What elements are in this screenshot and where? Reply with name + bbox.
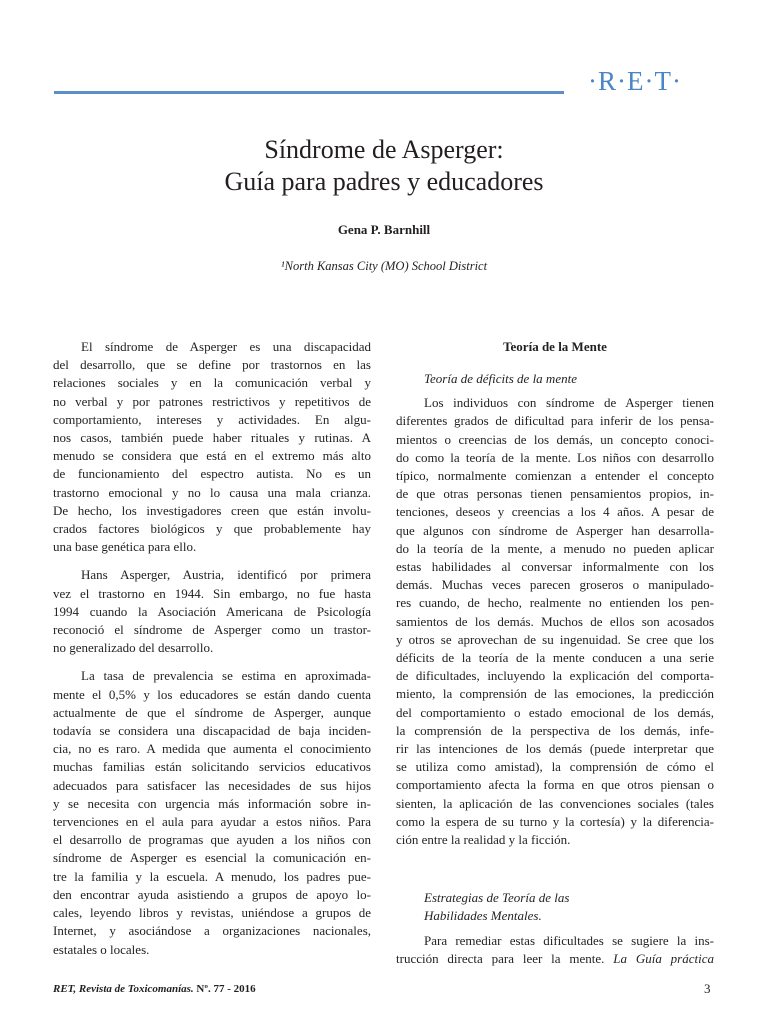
text-line: Hans Asperger, Austria, identificó por primera: [81, 567, 371, 583]
text-line: De hecho, los investigadores creen que están involu-: [53, 502, 371, 518]
text-line: actualmente de que el síndrome de Asperger, aunque: [53, 704, 371, 720]
text-line: mente el 0,5% y los educadores se están dando cuenta: [53, 686, 371, 702]
text-line: samientos de los demás. Muchos de ellos son acosados: [396, 613, 714, 629]
section-heading: Teoría de la Mente: [503, 339, 607, 354]
text-line: menudo se considera que está en el extremo más alto: [53, 448, 371, 464]
text-line: Para remediar estas dificultades se sugiere la ins-: [424, 932, 714, 948]
text-line: de funcionamiento del espectro autista. No es un: [53, 466, 371, 482]
subsection-heading-cont: [396, 907, 714, 925]
text-line: una base genética para ello.: [53, 539, 197, 555]
text-line: adecuados para satisfacer las necesidades de sus hijos: [53, 777, 371, 793]
text-line: reconoció el síndrome de Asperger como un trastor-: [53, 622, 371, 638]
text-line: estatales o locales.: [53, 941, 150, 957]
journal-name: RET, Revista de Toxicomanías.: [53, 983, 194, 995]
subheading-line: Habilidades Mentales.: [424, 908, 542, 924]
text-line: den encontrar ayuda asistiendo a grupos de apoyo lo-: [53, 886, 371, 902]
title-line-2: Guía para padres y educadores: [224, 167, 544, 196]
author-affiliation: ¹North Kansas City (MO) School District: [280, 259, 488, 273]
text-line: se utiliza como amistad), la comprensión de cómo el: [396, 759, 714, 775]
text-line: no generalizado del desarrollo.: [53, 640, 214, 656]
article-title: [0, 134, 768, 198]
text-line: do la teoría de la mente, a menudo no pueden aplicar: [396, 540, 714, 556]
text-run: trucción directa para leer la mente.: [396, 950, 614, 966]
footer-journal: [53, 983, 256, 995]
text-line: todavía se considera una discapacidad de baja inciden-: [53, 723, 371, 739]
paragraph: [53, 338, 371, 556]
paragraph: [53, 667, 371, 958]
text-line: síndrome de Asperger es esencial la comunicación en-: [53, 850, 371, 866]
text-line: la comprensión de la perspectiva de los demás, infe-: [396, 722, 714, 738]
subsection-heading: Teoría de déficits de la mente: [424, 371, 577, 386]
text-line: muchas familias están solicitando servicios educativos: [53, 759, 371, 775]
spacer: [396, 859, 714, 889]
text-line: el desarrollo de programas que ayuden a los niños con: [53, 832, 371, 848]
text-line: El síndrome de Asperger es una discapacidad: [81, 339, 371, 354]
text-line: y se necesita con urgencia más información sobre in-: [53, 795, 371, 811]
text-line: 1994 cuando la Asociación Americana de Psicología: [53, 603, 371, 619]
text-line: rir las intenciones de los demás (puede interpretar que: [396, 741, 714, 757]
text-line: no verbal y por patrones restrictivos y repetitivos de: [53, 393, 371, 409]
text-line: crados factores biológicos y que probablemente hay: [53, 521, 371, 537]
journal-logo: ·R·E·T·: [588, 66, 682, 96]
title-line-1: Síndrome de Asperger:: [264, 135, 504, 164]
text-line: do como la teoría de la mente. Los niños con desarrollo: [396, 449, 714, 465]
text-line: miento, la comprensión de las emociones, la predicción: [396, 686, 714, 702]
paragraph: [396, 932, 714, 968]
text-line: trastorno emocional y no lo causa una mala crianza.: [53, 484, 371, 500]
text-line: que algunos con síndrome de Asperger han desarrolla-: [396, 522, 714, 538]
page-number: 3: [704, 981, 711, 996]
paragraph: [396, 394, 714, 849]
text-line: comportamiento afecta la forma en que otros piensan o: [396, 777, 714, 793]
text-line: estas habilidades al conversar informalmente con los: [396, 559, 714, 575]
text-line: como la espera de su turno y la cortesía) y la diferencia-: [396, 813, 714, 829]
right-column: [396, 338, 714, 968]
text-line: Los individuos con síndrome de Asperger tienen: [424, 395, 714, 411]
text-line: diferentes grados de dificultad para inferir de los pensa-: [396, 413, 714, 429]
text-line: de que otras personas tienen pensamientos propios, in-: [396, 486, 714, 502]
text-line: tervenciones en el aula para ayudar a estos niños. Para: [53, 814, 371, 830]
text-line: típico, normalmente comienzan a entender el concepto: [396, 468, 714, 484]
text-line: déficits de la teoría de la mente conducen a una serie: [396, 650, 714, 666]
text-line: sienten, la aplicación de las convenciones sociales (tales: [396, 795, 714, 811]
subsection-heading: [396, 889, 714, 907]
text-line: y otros se aprovechan de su ingenuidad. Se cree que los: [396, 631, 714, 647]
journal-issue: Nº. 77 - 2016: [193, 983, 256, 995]
text-line: res cuando, de hecho, realmente no entienden los pen-: [396, 595, 714, 611]
text-line: nos casos, también puede haber rituales y rutinas. A: [53, 430, 371, 446]
text-line: comportamiento, intereses y actividades. En algu-: [53, 411, 371, 427]
paragraph: [53, 566, 371, 657]
text-line: tre la familia y la escuela. A menudo, los padres pue-: [53, 868, 371, 884]
text-line: cales, leyendo libros y revistas, uniéndose a grupos de: [53, 905, 371, 921]
text-line: relaciones sociales y en la comunicación verbal y: [53, 375, 371, 391]
text-line: de dificultades, incluyendo la explicación del comporta-: [396, 668, 714, 684]
italic-text-run: La Guía práctica: [613, 950, 715, 966]
text-line: del desarrollo, que se define por trastornos en las: [53, 357, 371, 373]
author-name: Gena P. Barnhill: [337, 222, 431, 237]
text-line: Internet, y asociándose a organizaciones nacionales,: [53, 923, 371, 939]
left-column: [53, 338, 371, 969]
text-line: del comportamiento o estado emocional de los demás,: [396, 704, 714, 720]
header-rule: [54, 91, 564, 94]
text-line: tenciones, deseos y creencias a los 4 años. A pesar de: [396, 504, 714, 520]
text-line: La tasa de prevalencia se estima en aproximada-: [81, 668, 371, 684]
text-line: ción entre la realidad y la ficción.: [396, 832, 571, 848]
text-line: cia, no es raro. A medida que aumenta el conocimiento: [53, 741, 371, 757]
text-line: vez el trastorno en 1944. Sin embargo, no fue hasta: [53, 585, 371, 601]
text-line: [396, 950, 714, 968]
text-line: mientos o creencias de los demás, un concepto conoci-: [396, 431, 714, 447]
subheading-line: Estrategias de Teoría de las: [424, 890, 570, 906]
text-line: demás. Muchas veces parecen groseros o manipulado-: [396, 577, 714, 593]
